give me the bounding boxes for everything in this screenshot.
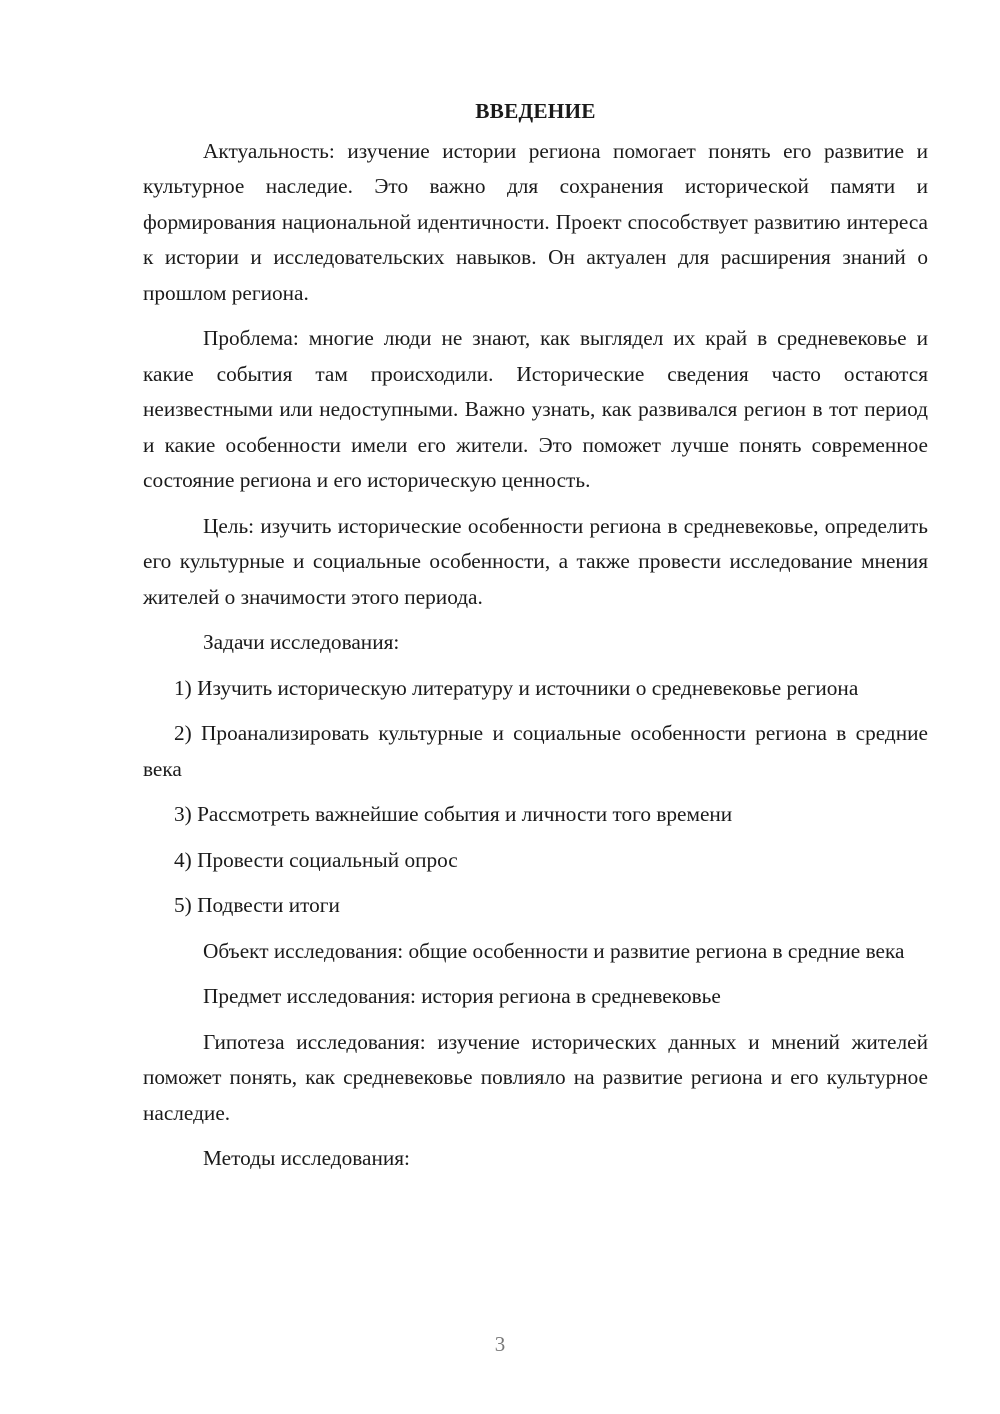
tasks-heading: Задачи исследования: xyxy=(203,630,400,654)
section-title: ВВЕДЕНИЕ xyxy=(475,99,596,123)
task-item: 3) Рассмотреть важнейшие события и личности того времени xyxy=(174,802,733,826)
goal-paragraph: Цель: изучить исторические особенности региона в средневековье, определить его культурные и социальные особенности, а также провести исследование мнения жителей о значимости этого периода. xyxy=(143,513,928,609)
task-item: 2) Проанализировать культурные и социальные особенности региона в средние века xyxy=(143,721,928,781)
subject-paragraph: Предмет исследования: история региона в средневековье xyxy=(203,984,721,1008)
methods-heading: Методы исследования: xyxy=(203,1146,410,1170)
hypothesis-paragraph: Гипотеза исследования: изучение исторических данных и мнений жителей поможет понять, как средневековье повлияло на развитие региона и его культурное наследие. xyxy=(143,1029,928,1125)
task-item: 5) Подвести итоги xyxy=(174,893,340,917)
page-content xyxy=(143,94,928,1187)
task-item: 1) Изучить историческую литературу и источники о средневековье региона xyxy=(174,675,859,700)
page-number: 3 xyxy=(494,1332,506,1356)
object-paragraph: Объект исследования: общие особенности и развитие региона в средние века xyxy=(203,938,905,963)
task-item: 4) Провести социальный опрос xyxy=(174,847,458,872)
problem-paragraph: Проблема: многие люди не знают, как выглядел их край в средневековье и какие события там происходили. Исторические сведения часто остаются неизвестными или недоступными. Важно узнать, как развивался регион в тот период и какие особенности имели его жители. Это поможет лучше понять современное состояние региона и его историческую ценность. xyxy=(143,326,928,492)
relevance-paragraph: Актуальность: изучение истории региона помогает понять его развитие и культурное наследие. Это важно для сохранения исторической памяти и формирования национальной идентичности. Проект способствует развитию интереса к истории и исследовательских навыков. Он актуален для расширения знаний о прошлом региона. xyxy=(143,138,928,305)
